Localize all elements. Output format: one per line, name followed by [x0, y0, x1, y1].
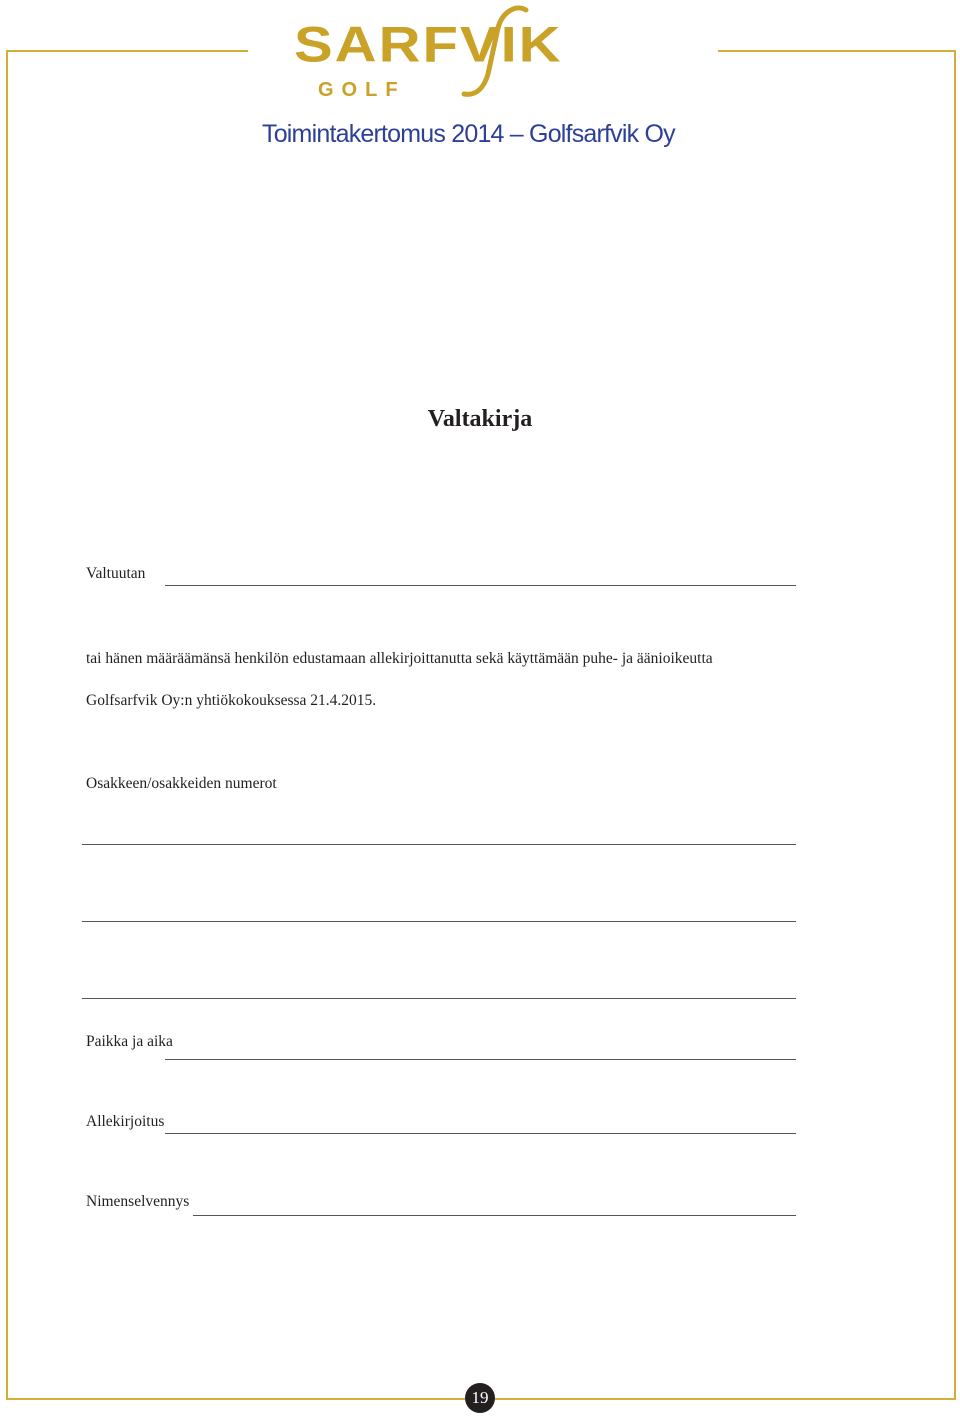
- sarfvik-golf-logo: [294, 2, 664, 102]
- logo-subtitle: GOLF: [318, 79, 406, 101]
- signature-label: Allekirjoitus: [86, 1113, 165, 1130]
- shares-field-line-2[interactable]: [82, 921, 796, 922]
- frame-right: [954, 50, 956, 1400]
- frame-left: [6, 50, 8, 1400]
- valtuutan-label: Valtuutan: [86, 565, 146, 582]
- frame-bottom-left: [6, 1398, 465, 1400]
- logo-wordmark: SARFVIK: [294, 16, 563, 73]
- shares-label: Osakkeen/osakkeiden numerot: [86, 775, 277, 792]
- shares-field-line-1[interactable]: [82, 844, 796, 845]
- frame-bottom-right: [495, 1398, 956, 1400]
- name-clarification-label: Nimenselvennys: [86, 1193, 190, 1210]
- place-time-label: Paikka ja aika: [86, 1033, 173, 1050]
- body-text-line-2: Golfsarfvik Oy:n yhtiökokouksessa 21.4.2015.: [86, 692, 377, 709]
- page-number-badge: 19: [465, 1383, 495, 1413]
- name-clarification-field-line[interactable]: [193, 1215, 796, 1216]
- valtuutan-field-line[interactable]: [165, 585, 796, 586]
- place-time-field-line[interactable]: [165, 1059, 796, 1060]
- report-header-title: Toimintakertomus 2014 – Golfsarfvik Oy: [262, 120, 675, 148]
- frame-top-left: [6, 50, 248, 52]
- page-title: Valtakirja: [427, 406, 533, 432]
- frame-top-right: [718, 50, 956, 52]
- signature-field-line[interactable]: [165, 1133, 796, 1134]
- body-text-line-1: tai hänen määräämänsä henkilön edustamaan allekirjoittanutta sekä käyttämään puhe- ja äänioikeutta: [86, 650, 713, 667]
- shares-field-line-3[interactable]: [82, 998, 796, 999]
